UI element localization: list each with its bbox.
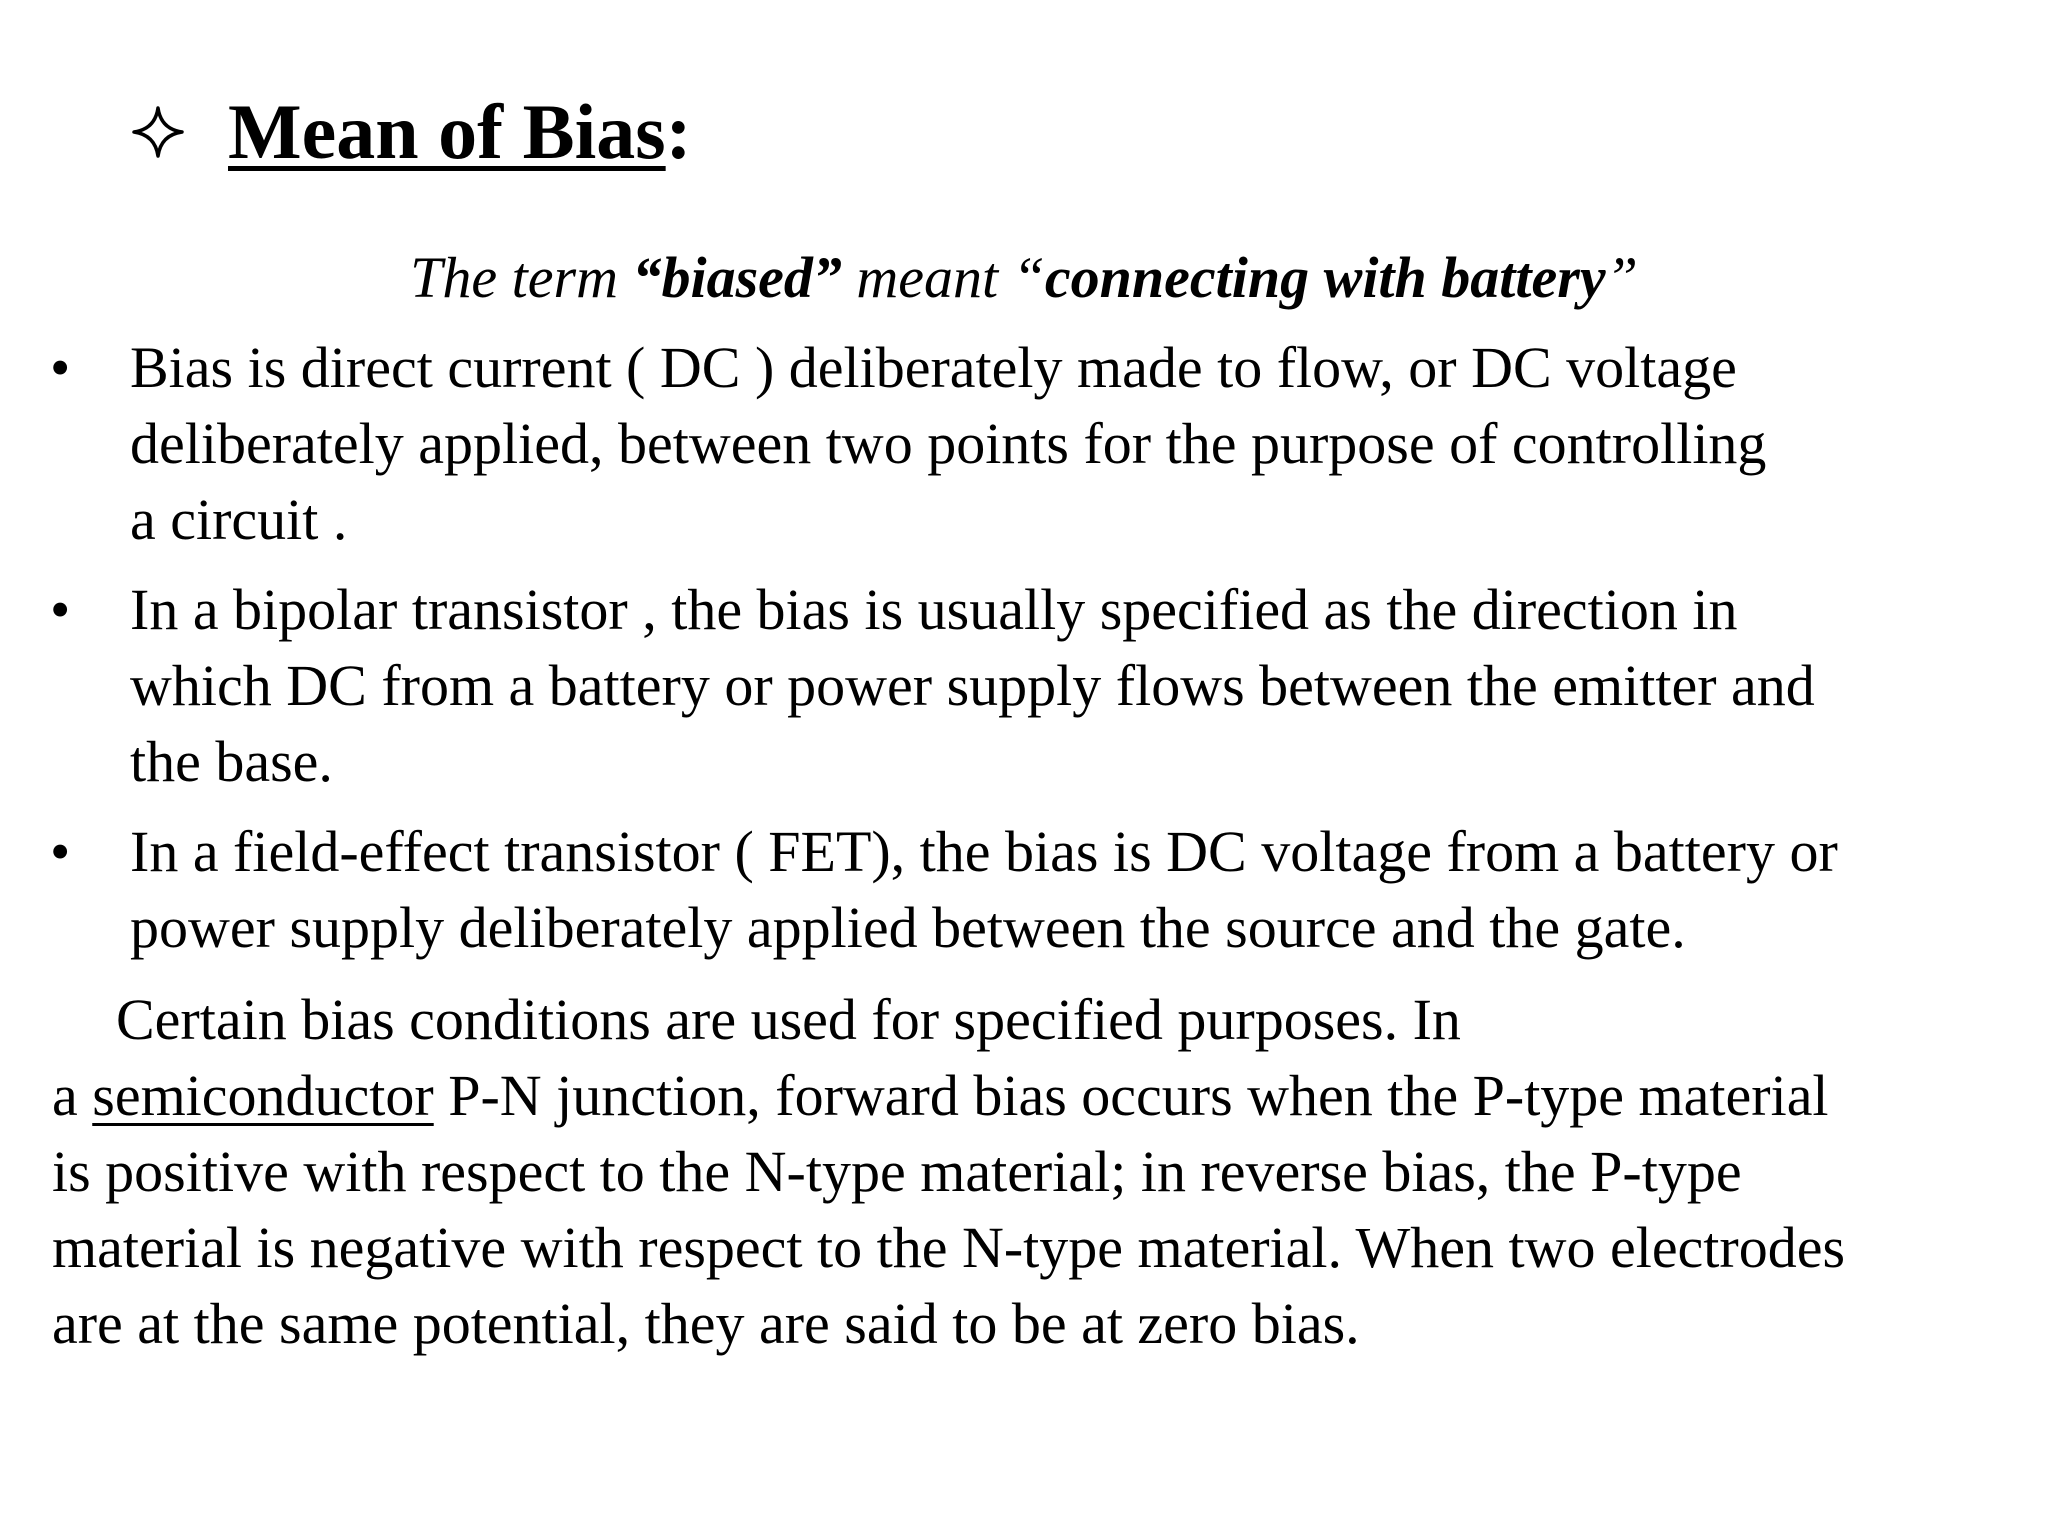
subtitle-term-biased: “biased” — [632, 245, 842, 310]
subtitle-part-5: ” — [1605, 245, 1638, 310]
paragraph-line: are at the same potential, they are said to be at zero bias. — [52, 1291, 1360, 1356]
bullet-line: deliberately applied, between two points for the purpose of controlling — [130, 411, 1767, 476]
body-paragraph — [52, 982, 2032, 1362]
paragraph-line: is positive with respect to the N-type material; in reverse bias, the P-type — [52, 1139, 1742, 1204]
bullet-line: In a bipolar transistor , the bias is usually specified as the direction in — [130, 577, 1738, 642]
bullet-line: a circuit . — [130, 487, 348, 552]
bullet-line: Bias is direct current ( DC ) deliberately made to flow, or DC voltage — [130, 335, 1737, 400]
four-point-star-icon — [132, 106, 184, 158]
subtitle — [0, 242, 2048, 314]
subtitle-part-3: meant “ — [841, 245, 1045, 310]
bullet-line: In a field-effect transistor ( FET), the bias is DC voltage from a battery or — [130, 819, 1838, 884]
subtitle-term-connecting: connecting with battery — [1044, 245, 1606, 310]
bullet-list — [48, 330, 2028, 980]
bullet-dot-icon: • — [50, 819, 71, 884]
paragraph-line — [52, 1058, 2032, 1134]
paragraph-line: material is negative with respect to the N-type material. When two electrodes — [52, 1215, 1846, 1280]
paragraph-line: Certain bias conditions are used for specified purposes. In — [116, 987, 1461, 1052]
subtitle-part-1: The term — [410, 245, 633, 310]
bullet-dot-icon: • — [50, 335, 71, 400]
bullet-line: which DC from a battery or power supply flows between the emitter and — [130, 653, 1815, 718]
bullet-line: power supply deliberately applied between the source and the gate. — [130, 895, 1686, 960]
page-title — [228, 88, 692, 175]
bullet-item — [48, 330, 2028, 558]
semiconductor-link[interactable]: semiconductor — [92, 1063, 434, 1128]
title-row — [132, 86, 692, 178]
bullet-dot-icon: • — [50, 577, 71, 642]
paragraph-line-prefix: a — [52, 1063, 93, 1128]
bullet-item — [48, 814, 2028, 966]
bullet-line: the base. — [130, 729, 333, 794]
page-title-text: Mean of Bias — [228, 88, 666, 175]
paragraph-line-suffix: P-N junction, forward bias occurs when the P-type material — [433, 1063, 1829, 1128]
page-title-colon: : — [665, 88, 692, 175]
bullet-item — [48, 572, 2028, 800]
